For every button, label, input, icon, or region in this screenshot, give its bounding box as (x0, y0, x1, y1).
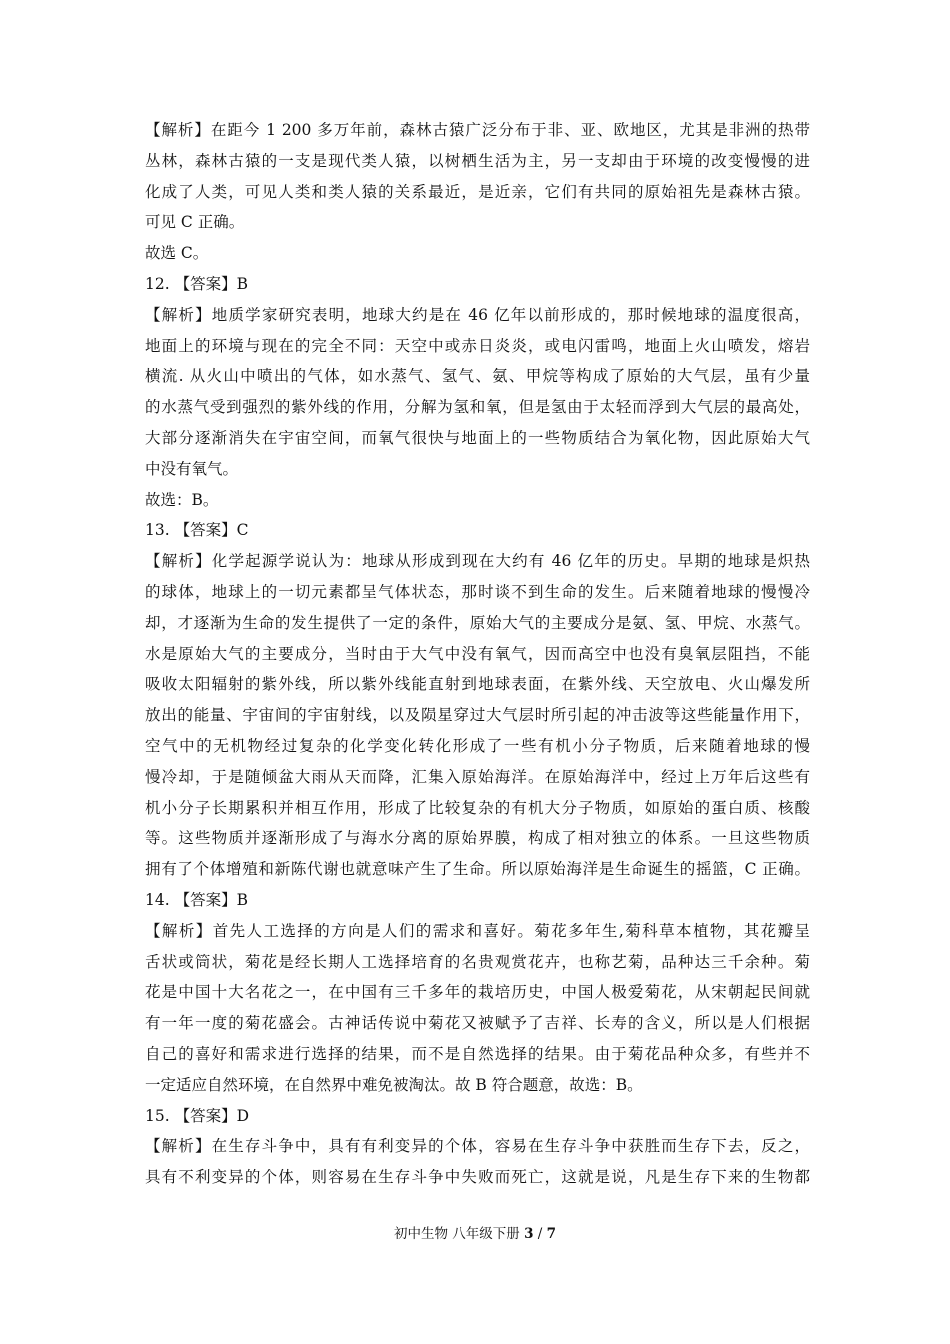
text-line: 吸收太阳辐射的紫外线，所以紫外线能直射到地球表面，在紫外线、天空放电、火山爆发所 (145, 675, 810, 694)
text-line: 故选 C。 (145, 244, 209, 263)
text-line: 中没有氧气。 (145, 459, 239, 478)
text-line: 具有不利变异的个体，则容易在生存斗争中失败而死亡，这就是说，凡是生存下来的生物都 (145, 1168, 810, 1187)
text-line: 慢冷却，于是随倾盆大雨从天而降，汇集入原始海洋。在原始海洋中，经过上万年后这些有 (145, 767, 810, 786)
text-line: 【解析】首先人工选择的方向是人们的需求和喜好。菊花多年生,菊科草本植物，其花瓣呈 (145, 921, 810, 940)
text-line: 空气中的无机物经过复杂的化学变化转化形成了一些有机小分子物质，后来随着地球的慢 (145, 736, 810, 755)
text-line: 有一年一度的菊花盛会。古神话传说中菊花又被赋予了吉祥、长寿的含义，所以是人们根据 (145, 1014, 810, 1033)
text-line: 【解析】地质学家研究表明，地球大约是在 46 亿年以前形成的，那时候地球的温度很高， (145, 305, 810, 324)
footer-current-page: 3 (524, 1226, 534, 1242)
text-line: 大部分逐渐消失在宇宙空间，而氧气很快与地面上的一些物质结合为氧化物，因此原始大气 (145, 428, 810, 447)
text-line: 【解析】在距今 1 200 多万年前，森林古猿广泛分布于非、亚、欧地区，尤其是非洲的热带 (145, 121, 810, 139)
text-line: 一定适应自然环境，在自然界中难免被淘汰。故 B 符合题意，故选：B。 (145, 1075, 643, 1094)
footer-separator: / (537, 1226, 543, 1242)
text-line: 化成了人类，可见人类和类人猿的关系最近，是近亲，它们有共同的原始祖先是森林古猿。 (145, 182, 810, 201)
text-line: 放出的能量、宇宙间的宇宙射线，以及陨星穿过大气层时所引起的冲击波等这些能量作用下， (145, 706, 810, 725)
text-line: 却，才逐渐为生命的发生提供了一定的条件，原始大气的主要成分是氨、氢、甲烷、水蒸气。 (145, 613, 810, 632)
text-line: 地面上的环境与现在的完全不同：天空中或赤日炎炎，或电闪雷鸣，地面上火山喷发，熔岩 (145, 336, 810, 355)
text-line: 自己的喜好和需求进行选择的结果，而不是自然选择的结果。由于菊花品种众多，有些并不 (145, 1044, 810, 1063)
text-line: 拥有了个体增殖和新陈代谢也就意味产生了生命。所以原始海洋是生命诞生的摇篮，C 正确。 (145, 860, 810, 879)
text-line: 【解析】化学起源学说认为：地球从形成到现在大约有 46 亿年的历史。早期的地球是炽热 (145, 552, 810, 571)
answer-heading-15: 15. 【答案】D (145, 1106, 250, 1125)
text-line: 的水蒸气受到强烈的紫外线的作用，分解为氢和氧，但是氢由于太轻而浮到大气层的最高处， (145, 398, 810, 417)
text-line: 的球体，地球上的一切元素都呈气体状态，那时谈不到生命的发生。后来随着地球的慢慢冷 (145, 582, 810, 601)
text-line: 水是原始大气的主要成分，当时由于大气中没有氧气，因而高空中也没有臭氧层阻挡，不能 (145, 644, 810, 663)
footer-total-pages: 7 (546, 1226, 557, 1242)
text-line: 可见 C 正确。 (145, 213, 245, 232)
text-line: 丛林，森林古猿的一支是现代类人猿，以树栖生活为主，另一支却由于环境的改变慢慢的进 (145, 151, 810, 170)
text-line: 机小分子长期累积并相互作用，形成了比较复杂的有机大分子物质，如原始的蛋白质、核酸 (145, 798, 810, 817)
text-line: 等。这些物质并逐渐形成了与海水分离的原始界膜，构成了相对独立的体系。一旦这些物质 (145, 829, 810, 848)
footer-label: 初中生物 八年级下册 (393, 1226, 520, 1242)
page-footer (0, 1224, 950, 1244)
text-line: 故选：B。 (145, 490, 219, 509)
text-line: 横流. 从火山中喷出的气体，如水蒸气、氢气、氨、甲烷等构成了原始的大气层，虽有少量 (145, 367, 810, 386)
page-body (145, 115, 810, 1193)
answer-heading-13: 13. 【答案】C (145, 521, 249, 540)
answer-heading-12: 12. 【答案】B (145, 274, 248, 293)
answer-heading-14: 14. 【答案】B (145, 890, 248, 909)
text-line: 舌状或筒状，菊花是经长期人工选择培育的名贵观赏花卉，也称艺菊，品种达三千余种。菊 (145, 952, 810, 971)
text-line: 【解析】在生存斗争中，具有有利变异的个体，容易在生存斗争中获胜而生存下去，反之， (145, 1137, 810, 1156)
text-line: 花是中国十大名花之一，在中国有三千多年的栽培历史，中国人极爱菊花，从宋朝起民间就 (145, 983, 810, 1002)
